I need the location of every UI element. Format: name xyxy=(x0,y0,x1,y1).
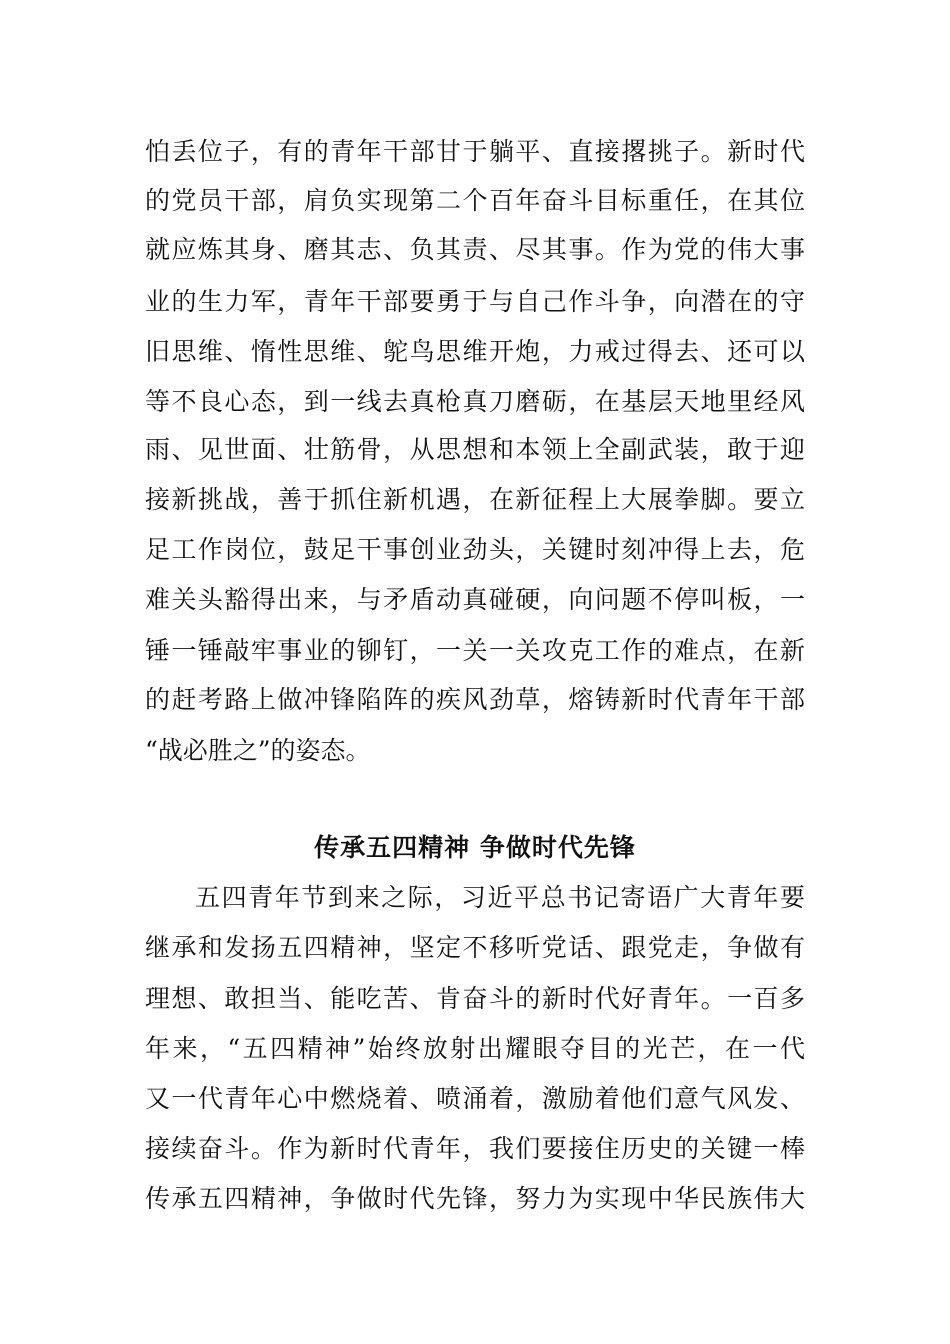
text-line: 足工作岗位，鼓足干事创业劲头，关键时刻冲得上去，危 xyxy=(145,535,805,564)
section-heading: 传承五四精神 争做时代先锋 xyxy=(314,833,636,862)
text-line: 的赶考路上做冲锋陷阵的疾风劲草，熔铸新时代青年干部 xyxy=(145,685,805,714)
text-line: 业的生力军，青年干部要勇于与自己作斗争，向潜在的守 xyxy=(145,287,805,316)
text-line: 又一代青年心中燃烧着、喷涌着，激励着他们意气风发、 xyxy=(145,1084,805,1113)
text-line: 锤一锤敲牢事业的铆钉，一关一关攻克工作的难点，在新 xyxy=(145,636,805,665)
text-line: 雨、见世面、壮筋骨，从思想和本领上全副武装，敢于迎 xyxy=(145,435,805,464)
text-line: 就应炼其身、磨其志、负其责、尽其事。作为党的伟大事 xyxy=(145,235,805,264)
text-line: 怕丢位子，有的青年干部甘于躺平、直接撂挑子。新时代 xyxy=(145,137,805,166)
text-line: 接新挑战，善于抓住新机遇，在新征程上大展拳脚。要立 xyxy=(145,485,805,514)
text-line: 难关头豁得出来，与矛盾动真碰硬，向问题不停叫板，一 xyxy=(145,585,805,614)
text-line: 的党员干部，肩负实现第二个百年奋斗目标重任，在其位 xyxy=(145,186,805,215)
text-line: 五四青年节到来之际，习近平总书记寄语广大青年要 xyxy=(195,883,805,912)
text-line: “战必胜之”的姿态。 xyxy=(145,736,371,765)
text-line: 继承和发扬五四精神，坚定不移听党话、跟党走，争做有 xyxy=(145,933,805,962)
text-line: 接续奋斗。作为新时代青年，我们要接住历史的关键一棒 xyxy=(145,1134,805,1163)
text-line: 等不良心态，到一线去真枪真刀磨砺，在基层天地里经风 xyxy=(145,387,805,416)
text-line: 理想、敢担当、能吃苦、肯奋斗的新时代好青年。一百多 xyxy=(145,984,805,1013)
text-line: 传承五四精神，争做时代先锋，努力为实现中华民族伟大 xyxy=(145,1184,805,1213)
text-line: 旧思维、惰性思维、鸵鸟思维开炮，力戒过得去、还可以 xyxy=(145,337,805,366)
text-line: 年来，“五四精神”始终放射出耀眼夺目的光芒，在一代 xyxy=(145,1034,805,1063)
